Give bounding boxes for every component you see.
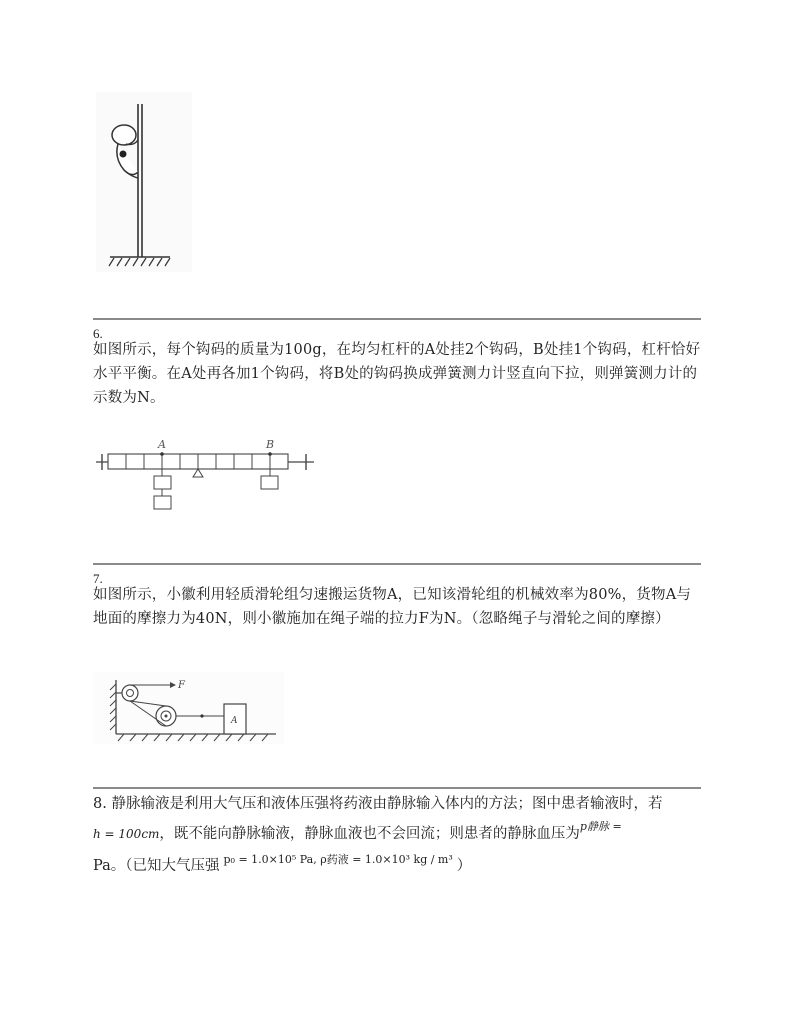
lever-figure xyxy=(94,436,316,518)
question-8-line-2-text: ，既不能向静脉输液，静脉血液也不会回流；则患者的静脉血压为 xyxy=(159,826,580,842)
section-divider xyxy=(93,318,701,320)
lever-label-b: B xyxy=(266,438,275,451)
vein-pressure-symbol: p静脉 = xyxy=(579,820,622,833)
pulley-label-a: A xyxy=(231,716,238,726)
pulley-figure xyxy=(94,672,284,744)
pulley-label-f: F xyxy=(178,680,185,691)
question-8-line-3 xyxy=(93,853,472,877)
question-7-text: 如图所示，小徽利用轻质滑轮组匀速搬运货物A，已知该滑轮组的机械效率为80%，货物A与地面的摩擦力为40N，则小徽施加在绳子端的拉力F为N。（忽略绳子与滑轮之间的摩擦） xyxy=(93,587,692,627)
given-values: p₀ = 1.0×10⁵ Pa, ρ药液 = 1.0×10³ kg / m³ xyxy=(223,853,453,866)
question-8-line-2 xyxy=(93,820,622,845)
question-8-line-1: 8. 静脉输液是利用大气压和液体压强将药液由静脉输入体内的方法；图中患者输液时，若 xyxy=(93,796,663,812)
section-divider xyxy=(93,787,701,789)
climber-figure xyxy=(96,92,192,272)
question-8-line-3-start: Pa。（已知大气压强 xyxy=(93,858,220,874)
lever-label-a: A xyxy=(158,438,166,451)
question-7-number: 7. xyxy=(93,571,103,586)
height-expression: h = 100cm xyxy=(93,827,160,841)
question-6-text: 如图所示，每个钩码的质量为100g，在均匀杠杆的A处挂2个钩码，B处挂1个钩码，杠杆恰好水平平衡。在A处再各加1个钩码，将B处的钩码换成弹簧测力计竖直向下拉，则弹簧测力计的示数为N。 xyxy=(93,342,701,406)
question-8-line-3-end: ） xyxy=(456,858,472,874)
section-divider xyxy=(93,563,701,565)
question-6-number: 6. xyxy=(93,326,103,341)
